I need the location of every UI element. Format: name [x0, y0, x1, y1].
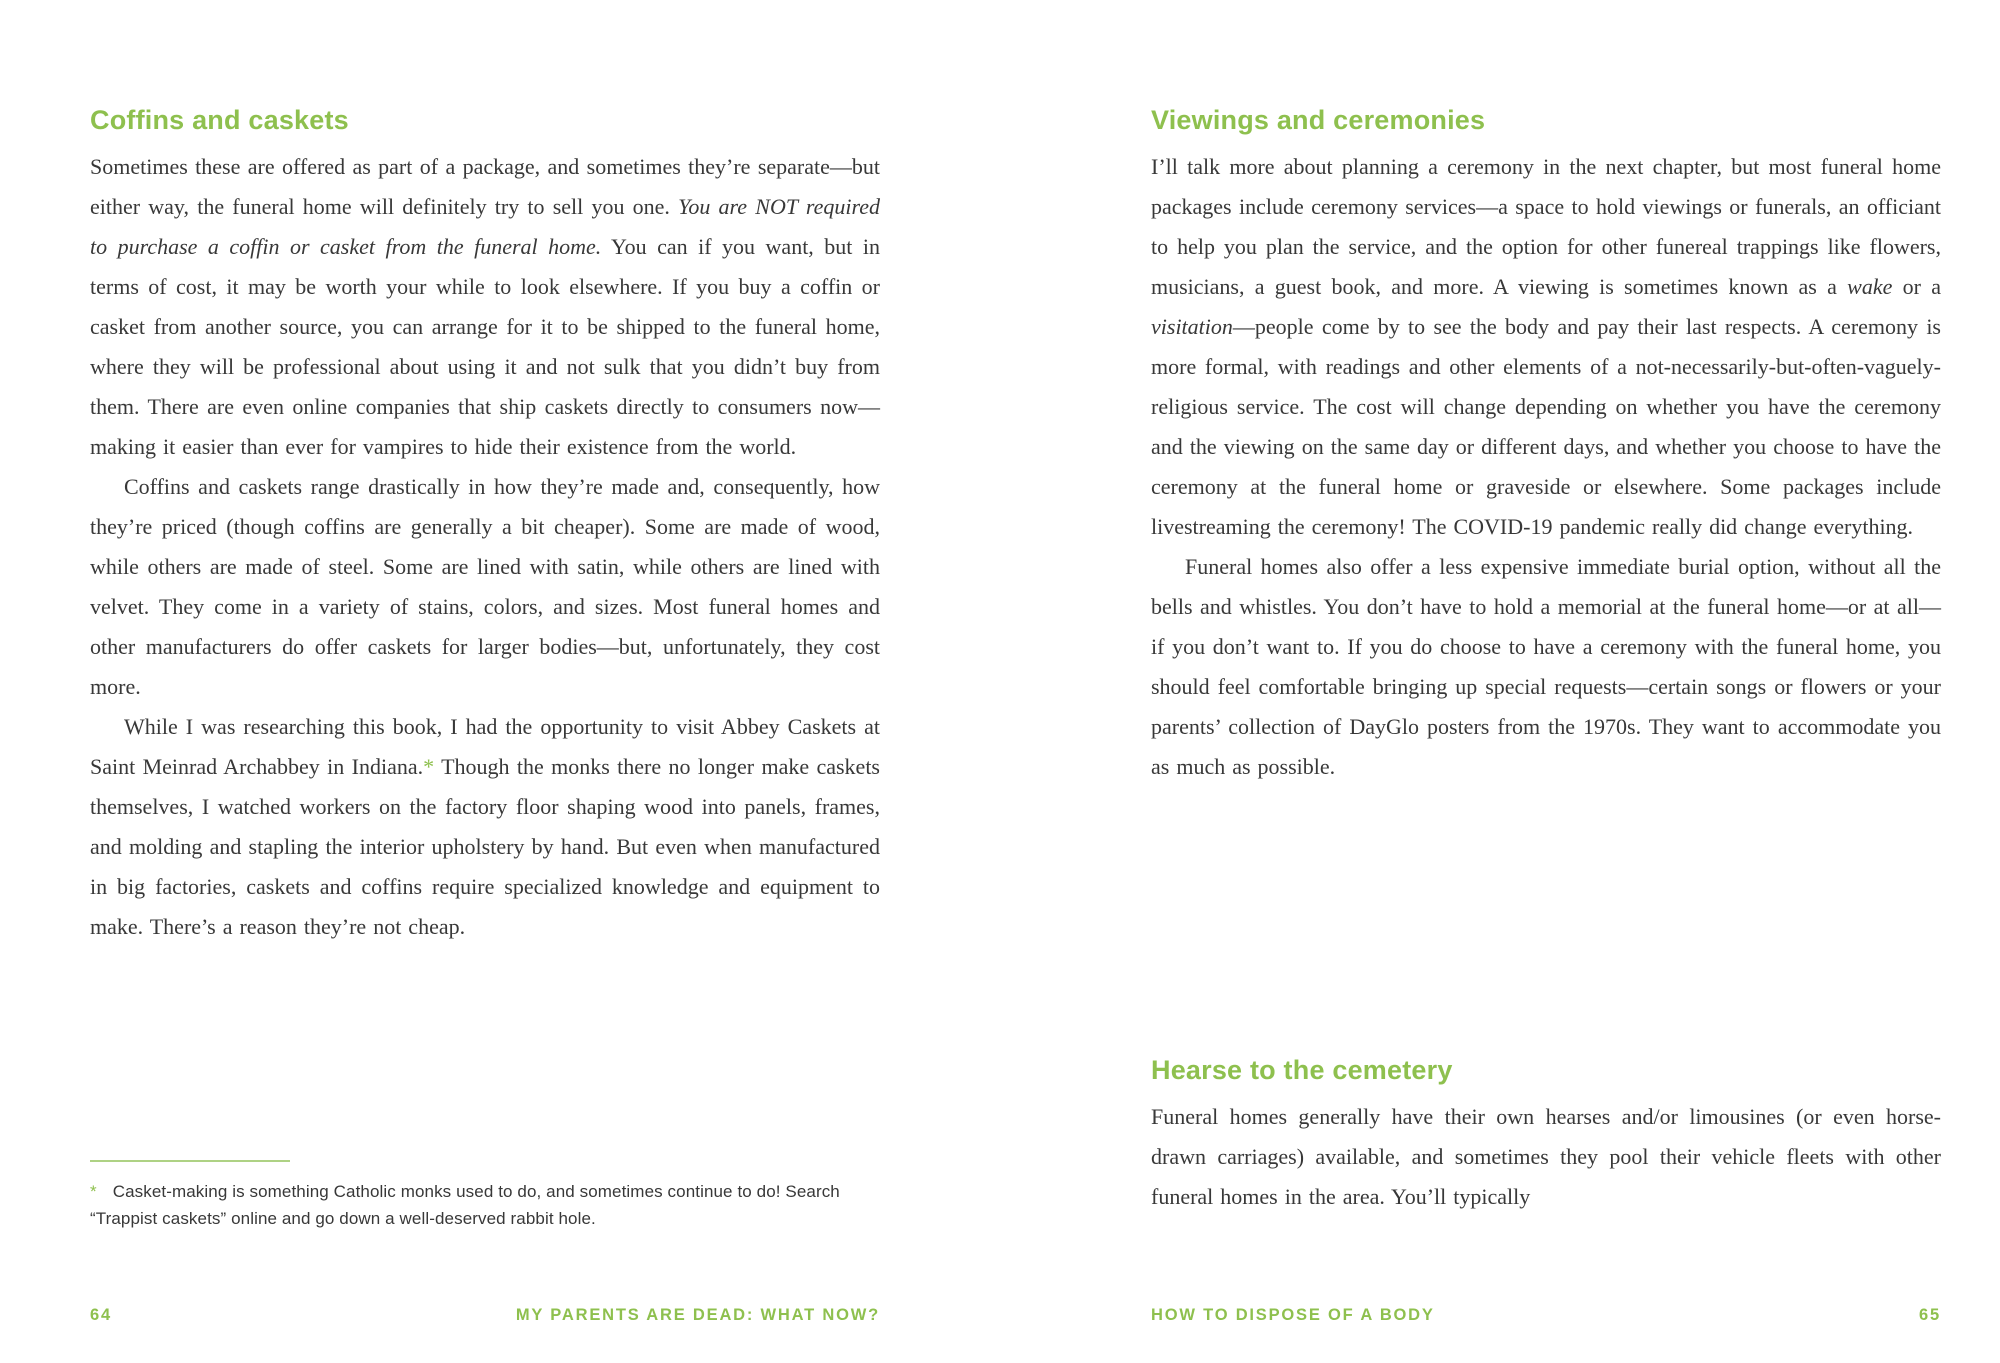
page-number: 64	[90, 1306, 112, 1324]
body-paragraph: Funeral homes also offer a less expensive immediate burial option, without all the bells and whistles. You don’t have to hold a memorial at the funeral home—or at all—if you don’t want to. If you do choose to have a ceremony with the funeral home, you should feel comfortable bringing up special requests—certain songs or flowers or your parents’ collection of DayGlo posters from the 1970s. They want to accommodate you as much as possible.	[1151, 554, 1941, 779]
body-paragraph	[90, 147, 880, 467]
footnote-marker: *	[90, 1182, 97, 1201]
page-number: 65	[1919, 1306, 1941, 1324]
section-heading-hearse-to-the-cemetery: Hearse to the cemetery	[1151, 1055, 1453, 1085]
footnote-rule	[90, 1160, 290, 1162]
footnote-reference-marker: *	[423, 754, 435, 779]
running-title: MY PARENTS ARE DEAD: WHAT NOW?	[515, 1306, 880, 1324]
right-page-section-hearse	[1151, 1054, 1941, 1217]
footnote-text	[90, 1178, 865, 1232]
body-paragraph: Coffins and caskets range drastically in how they’re made and, consequently, how they’re priced (though coffins are generally a bit cheaper). Some are made of wood, while others are made of steel. Some are lined with satin, while others are lined with velvet. They come in a variety of stains, colors, and sizes. Most funeral homes and other manufacturers do offer caskets for larger bodies—but, unfortunately, they cost more.	[90, 474, 880, 699]
body-paragraph	[90, 707, 880, 947]
footnote-body: Casket-making is something Catholic monks used to do, and sometimes continue to do! Search “Trappist caskets” online and go down a well-deserved rabbit hole.	[90, 1182, 840, 1228]
section-heading-viewings-and-ceremonies: Viewings and ceremonies	[1151, 105, 1486, 135]
italic-emphasis: You are NOT required to purchase a coffin or casket from the funeral home.	[90, 194, 880, 259]
right-page	[1151, 104, 1941, 787]
paragraph-text: —people come by to see the body and pay their last respects. A ceremony is more formal, with readings and other elements of a not-necessarily-but-often-vaguely-religious service. The cost will change depending on whether you have the ceremony and the viewing on the same day or different days, and whether you choose to have the ceremony at the funeral home or graveside or elsewhere. Some packages include livestreaming the ceremony! The COVID-19 pandemic really did change everything.	[1151, 314, 1941, 539]
paragraph-text: I’ll talk more about planning a ceremony in the next chapter, but most funeral home packages include ceremony services—a space to hold viewings or funerals, an officiant to help you plan the service, and the option for other funereal trappings like flowers, musicians, a guest book, and more. A viewing is sometimes known as a	[1151, 154, 1941, 299]
body-paragraph: Funeral homes generally have their own hearses and/or limousines (or even horse-drawn carriages) available, and sometimes they pool their vehicle fleets with other funeral homes in the area. You’ll typically	[1151, 1104, 1941, 1209]
left-page-footer	[90, 1306, 880, 1325]
paragraph-text: Though the monks there no longer make caskets themselves, I watched workers on the factory floor shaping wood into panels, frames, and molding and stapling the interior upholstery by hand. But even when manufactured in big factories, caskets and coffins require specialized knowledge and equipment to make. There’s a reason they’re not cheap.	[90, 754, 880, 939]
paragraph-text: Sometimes these are offered as part of a package, and sometimes they’re separate—but either way, the funeral home will definitely try to sell you one.	[90, 154, 880, 219]
italic-emphasis: visitation	[1151, 314, 1233, 339]
italic-emphasis: wake	[1847, 274, 1893, 299]
left-page	[90, 104, 880, 947]
footnote	[90, 1160, 865, 1232]
paragraph-text: or a	[1892, 274, 1941, 299]
right-page-footer	[1151, 1306, 1941, 1325]
paragraph-text: While I was researching this book, I had the opportunity to visit Abbey Caskets at Saint Meinrad Archabbey in Indiana.	[90, 714, 880, 779]
running-title: HOW TO DISPOSE OF A BODY	[1151, 1306, 1435, 1324]
section-heading-coffins-and-caskets: Coffins and caskets	[90, 105, 349, 135]
paragraph-text: You can if you want, but in terms of cost, it may be worth your while to look elsewhere. If you buy a coffin or casket from another source, you can arrange for it to be shipped to the funeral home, where they will be professional about using it and not sulk that you didn’t buy from them. There are even online companies that ship caskets directly to consumers now—making it easier than ever for vampires to hide their existence from the world.	[90, 234, 881, 459]
body-paragraph	[1151, 147, 1941, 547]
